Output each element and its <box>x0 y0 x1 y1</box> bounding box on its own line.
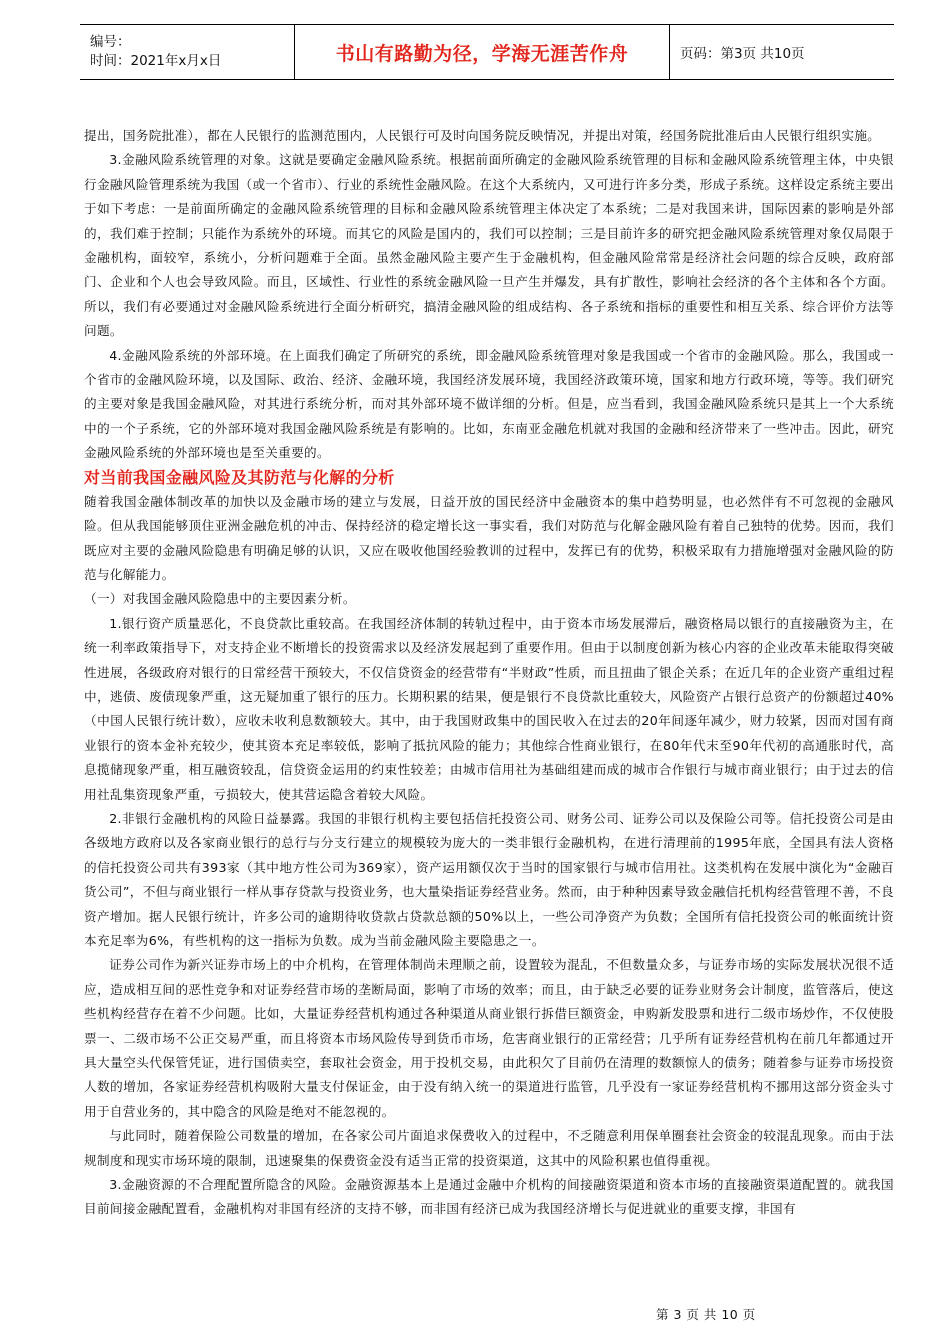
page-header <box>80 24 894 80</box>
paragraph: 3.金融资源的不合理配置所隐含的风险。金融资源基本上是通过金融中介机构的间接融资渠道和资本市场的直接融资渠道配置的。就我国目前间接金融配置看，金融机构对非国有经济的支持不够，而非国有经济已成为我国经济增长与促进就业的重要支撑，非国有 <box>84 1177 894 1217</box>
paragraph: 随着我国金融体制改革的加快以及金融市场的建立与发展，日益开放的国民经济中金融资本的集中趋势明显，也必然伴有不可忽视的金融风险。但从我国能够顶住亚洲金融危机的冲击、保持经济的稳定增长这一事实看，我们对防范与化解金融风险有着自己独特的优势。因而，我们既应对主要的金融风险隐患有明确足够的认识，又应在吸收他国经验教训的过程中，发挥已有的优势，积极采取有力措施增强对金融风险的防范与化解能力。 <box>84 493 894 582</box>
paragraph: 4.金融风险系统的外部环境。在上面我们确定了所研究的系统，即金融风险系统管理对象是我国或一个省市的金融风险。那么，我国或一个省市的金融风险环境，以及国际、政治、经济、金融环境，我国经济发展环境，我国经济政策环境，国家和地方行政环境，等等。我们研究的主要对象是我国金融风险，对其进行系统分析，而对其外部环境不做详细的分析。但是，应当看到，我国金融风险系统只是其上一个大系统中的一个子系统，它的外部环境对我国金融风险系统是有影响的。比如，东南亚金融危机就对我国的金融和经济带来了一些冲击。因此，研究金融风险系统的外部环境也是至关重要的。 <box>84 347 894 461</box>
page-footer: 第 3 页 共 10 页 <box>656 1307 756 1322</box>
header-meta <box>80 25 295 79</box>
section-heading: 对当前我国金融风险及其防范与化解的分析 <box>84 467 395 487</box>
document-time-label: 时间：2021年x月x日 <box>90 53 222 69</box>
header-motto: 书山有路勤为径，学海无涯苦作舟 <box>295 25 670 79</box>
subsection-heading: （一）对我国金融风险隐患中的主要因素分析。 <box>84 591 356 607</box>
paragraph: 1.银行资产质量恶化，不良贷款比重较高。在我国经济体制的转轨过程中，由于资本市场发展滞后，融资格局以银行的直接融资为主，在统一利率政策指导下，对支持企业不断增长的投资需求以及经济发展起到了重要作用。但由于以制度创新为核心内容的企业改革未能取得突破性进展，各级政府对银行的日常经营干预较大，不仅信贷资金的经营带有“半财政”性质，而且扭曲了银企关系；在近几年的企业资产重组过程中，逃债、废债现象严重，这无疑加重了银行的压力。长期积累的结果，便是银行不良贷款比重较大，风险资产占银行总资产的份额超过40%（中国人民银行统计数），应收未收利息数额较大。其中，由于我国财政集中的国民收入在过去的20年间逐年减少，财力较紧，因而对国有商业银行的资本金补充较少，使其资本充足率较低，影响了抵抗风险的能力；其他综合性商业银行，在80年代末至90年代初的高通胀时代，高息揽储现象严重，相互融资较乱，信贷资金运用的约束性较差；由城市信用社为基础组建而成的城市合作银行与城市商业银行；由于过去的信用社乱集资现象严重，亏损较大，使其营运隐含着较大风险。 <box>84 615 894 802</box>
paragraph: 3.金融风险系统管理的对象。这就是要确定金融风险系统。根据前面所确定的金融风险系统管理的目标和金融风险系统管理主体，中央银行金融风险管理系统为我国（或一个省市）、行业的系统性金融风险。在这个大系统内，又可进行许多分类，形成子系统。这样设定系统主要出于如下考虑：一是前面所确定的金融风险系统管理的目标和金融风险系统管理主体决定了本系统；二是对我国来讲，国际因素的影响是外部的，我们难于控制；只能作为系统外的环境。而其它的风险是国内的，我们可以控制；三是目前许多的研究把金融风险系统管理对象仅局限于金融机构，面较窄，系统小，分析问题难于全面。虽然金融风险主要产生于金融机构，但金融风险常常是经济社会问题的综合反映，政府部门、企业和个人也会导致风险。而且，区域性、行业性的系统金融风险一旦产生并爆发，具有扩散性，影响社会经济的各个主体和各个方面。所以，我们有必要通过对金融风险系统进行全面分析研究，搞清金融风险的组成结构、各子系统和指标的重要性和相互关系、综合评价方法等问题。 <box>84 152 894 339</box>
paragraph: 与此同时，随着保险公司数量的增加，在各家公司片面追求保费收入的过程中，不乏随意利用保单圈套社会资金的较混乱现象。而由于法规制度和现实市场环境的限制，迅速聚集的保费资金没有适当正常的投资渠道，这其中的风险积累也值得重视。 <box>84 1128 894 1168</box>
document-body <box>84 124 894 1222</box>
paragraph: 2.非银行金融机构的风险日益暴露。我国的非银行机构主要包括信托投资公司、财务公司、证券公司以及保险公司等。信托投资公司是由各级地方政府以及各家商业银行的总行与分支行建立的规模较为庞大的一类非银行金融机构，在进行清理前的1995年底，全国具有法人资格的信托投资公司共有393家（其中地方性公司为369家），资产运用额仅次于当时的国家银行与城市信用社。这类机构在发展中演化为“金融百货公司”，不但与商业银行一样从事存贷款与投资业务，也大量染指证券经营业务。然而，由于种种因素导致金融信托机构经营管理不善，不良资产增加。据人民银行统计，许多公司的逾期待收贷款占贷款总额的50%以上，一些公司净资产为负数；全国所有信托投资公司的帐面统计资本充足率为6%，有些机构的这一指标为负数。成为当前金融风险主要隐患之一。 <box>84 810 894 948</box>
paragraph: 提出，国务院批准），都在人民银行的监测范围内，人民银行可及时向国务院反映情况，并提出对策，经国务院批准后由人民银行组织实施。 <box>84 128 881 143</box>
header-page-number: 页码：第3页 共10页 <box>680 46 805 62</box>
document-number-label: 编号： <box>90 34 131 50</box>
paragraph: 证券公司作为新兴证券市场上的中介机构，在管理体制尚未理顺之前，设置较为混乱，不但数量众多，与证券市场的实际发展状况很不适应，造成相互间的恶性竞争和对证券经营市场的垄断局面，影响了市场的效率；而且，由于缺乏必要的证券业财务会计制度，监管落后，使这些机构经营存在着不少问题。比如，大量证券经营机构通过各种渠道从商业银行拆借巨额资金，申购新发股票和进行二级市场炒作，不仅使股票一、二级市场不公正交易严重，而且将资本市场风险传导到货币市场，危害商业银行的正常经营；几乎所有证券经营机构在前几年都通过开具大量空头代保管凭证，进行国债卖空，套取社会资金，用于投机交易，由此积欠了目前仍在清理的数额惊人的债务；随着参与证券市场投资人数的增加，各家证券经营机构吸附大量支付保证金，由于没有纳入统一的渠道进行监管，几乎没有一家证券经营机构不挪用这部分资金头寸用于自营业务的，其中隐含的风险是绝对不能忽视的。 <box>84 957 894 1119</box>
